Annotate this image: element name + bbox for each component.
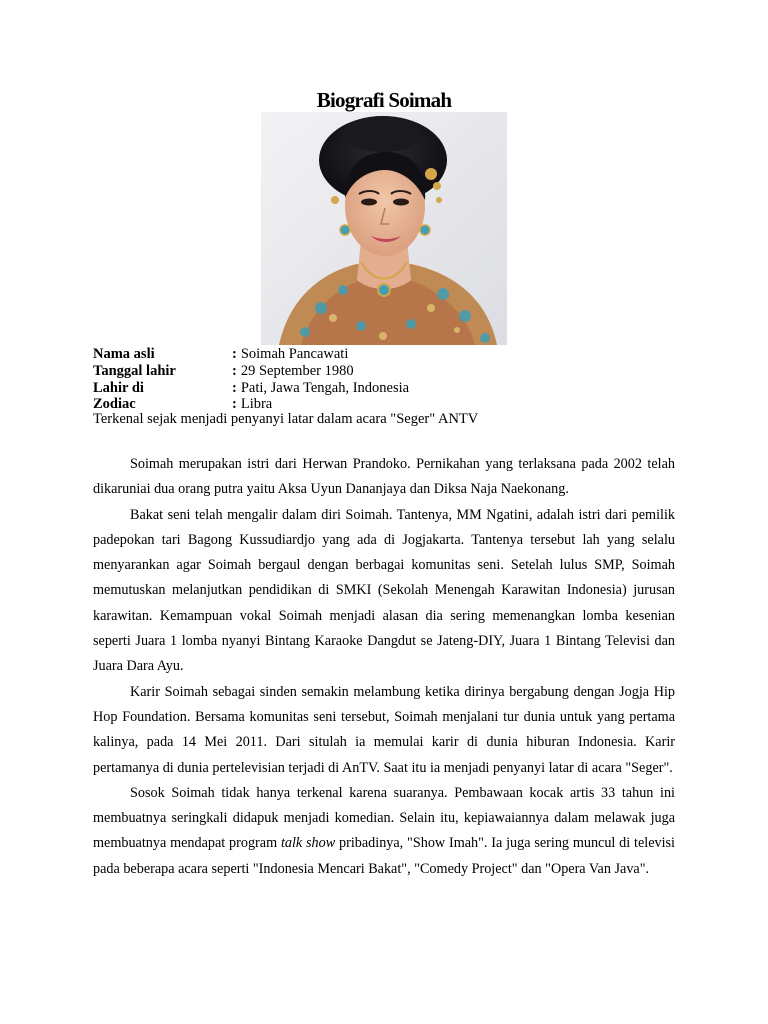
info-colon: : bbox=[232, 362, 237, 379]
info-label: Zodiac bbox=[93, 396, 136, 413]
paragraph: Bakat seni telah mengalir dalam diri Soimah. Tantenya, MM Ngatini, adalah istri dari pemilik padepokan tari Bagong Kussudiardjo yang ada di Jogjakarta. Tantenya tersebut lah yang selalu menyarankan agar Soimah bergaul dengan berbagai komunitas seni. Setelah lulus SMP, Soimah memutuskan melanjutkan pendidikan di SMKI (Sekolah Menengah Karawitan Indonesia) jurusan karawitan. Kemampuan vokal Soimah menjadi alasan dia sering memenangkan lomba kesenian seperti Juara 1 lomba nyanyi Bintang Karaoke Dangdut se Jateng-DIY, Juara 1 Bintang Televisi dan Juara Dara Ayu. bbox=[93, 506, 675, 675]
info-value: Pati, Jawa Tengah, Indonesia bbox=[240, 379, 410, 396]
info-row-tanggal-lahir bbox=[93, 363, 409, 380]
portrait-photo bbox=[261, 112, 507, 345]
info-row-lahir-di bbox=[93, 380, 409, 397]
paragraph-text: pribadinya, "Show Imah". Ia juga sering muncul di televisi pada beberapa acara seperti "Indonesia Mencari Bakat", "Comedy Project" dan "Opera Van Java". bbox=[93, 835, 676, 877]
page-title: Biografi Soimah bbox=[316, 88, 452, 112]
paragraph bbox=[93, 781, 675, 882]
info-value: 29 September 1980 bbox=[240, 362, 354, 379]
emphasis-text: talk show bbox=[280, 835, 336, 852]
biography-body bbox=[93, 452, 675, 882]
paragraph: Soimah merupakan istri dari Herwan Prandoko. Pernikahan yang terlaksana pada 2002 telah dikaruniai dua orang putra yaitu Aksa Uyun Dananjaya dan Diksa Naja Naekonang. bbox=[93, 456, 675, 498]
tagline: Terkenal sejak menjadi penyanyi latar dalam acara "Seger" ANTV bbox=[93, 411, 479, 427]
paragraph-text: Sosok Soimah tidak hanya terkenal karena suaranya. Pembawaan kocak artis 33 tahun ini membuatnya seringkali didapuk menjadi komedian. Selain itu, kepiawaiannya dalam melawak juga membuatnya mendapat program bbox=[93, 784, 675, 852]
info-colon: : bbox=[232, 396, 237, 413]
info-value: Libra bbox=[240, 396, 273, 413]
info-value: Soimah Pancawati bbox=[240, 346, 349, 362]
info-label: Nama asli bbox=[93, 346, 155, 362]
info-colon: : bbox=[232, 379, 237, 396]
info-label: Lahir di bbox=[93, 379, 144, 396]
paragraph: Karir Soimah sebagai sinden semakin melambung ketika dirinya bergabung dengan Jogja Hip Hop Foundation. Bersama komunitas seni tersebut, Soimah menjalani tur dunia untuk yang pertama kalinya, pada 14 Mei 2011. Dari situlah ia memulai karir di dunia hiburan Indonesia. Karir pertamanya di dunia pertelevisian terjadi di AnTV. Saat itu ia menjadi penyanyi latar di acara "Seger". bbox=[93, 683, 675, 776]
info-table bbox=[93, 346, 409, 413]
info-label: Tanggal lahir bbox=[93, 362, 176, 379]
info-row-nama-asli bbox=[93, 346, 409, 363]
info-colon: : bbox=[232, 346, 237, 362]
